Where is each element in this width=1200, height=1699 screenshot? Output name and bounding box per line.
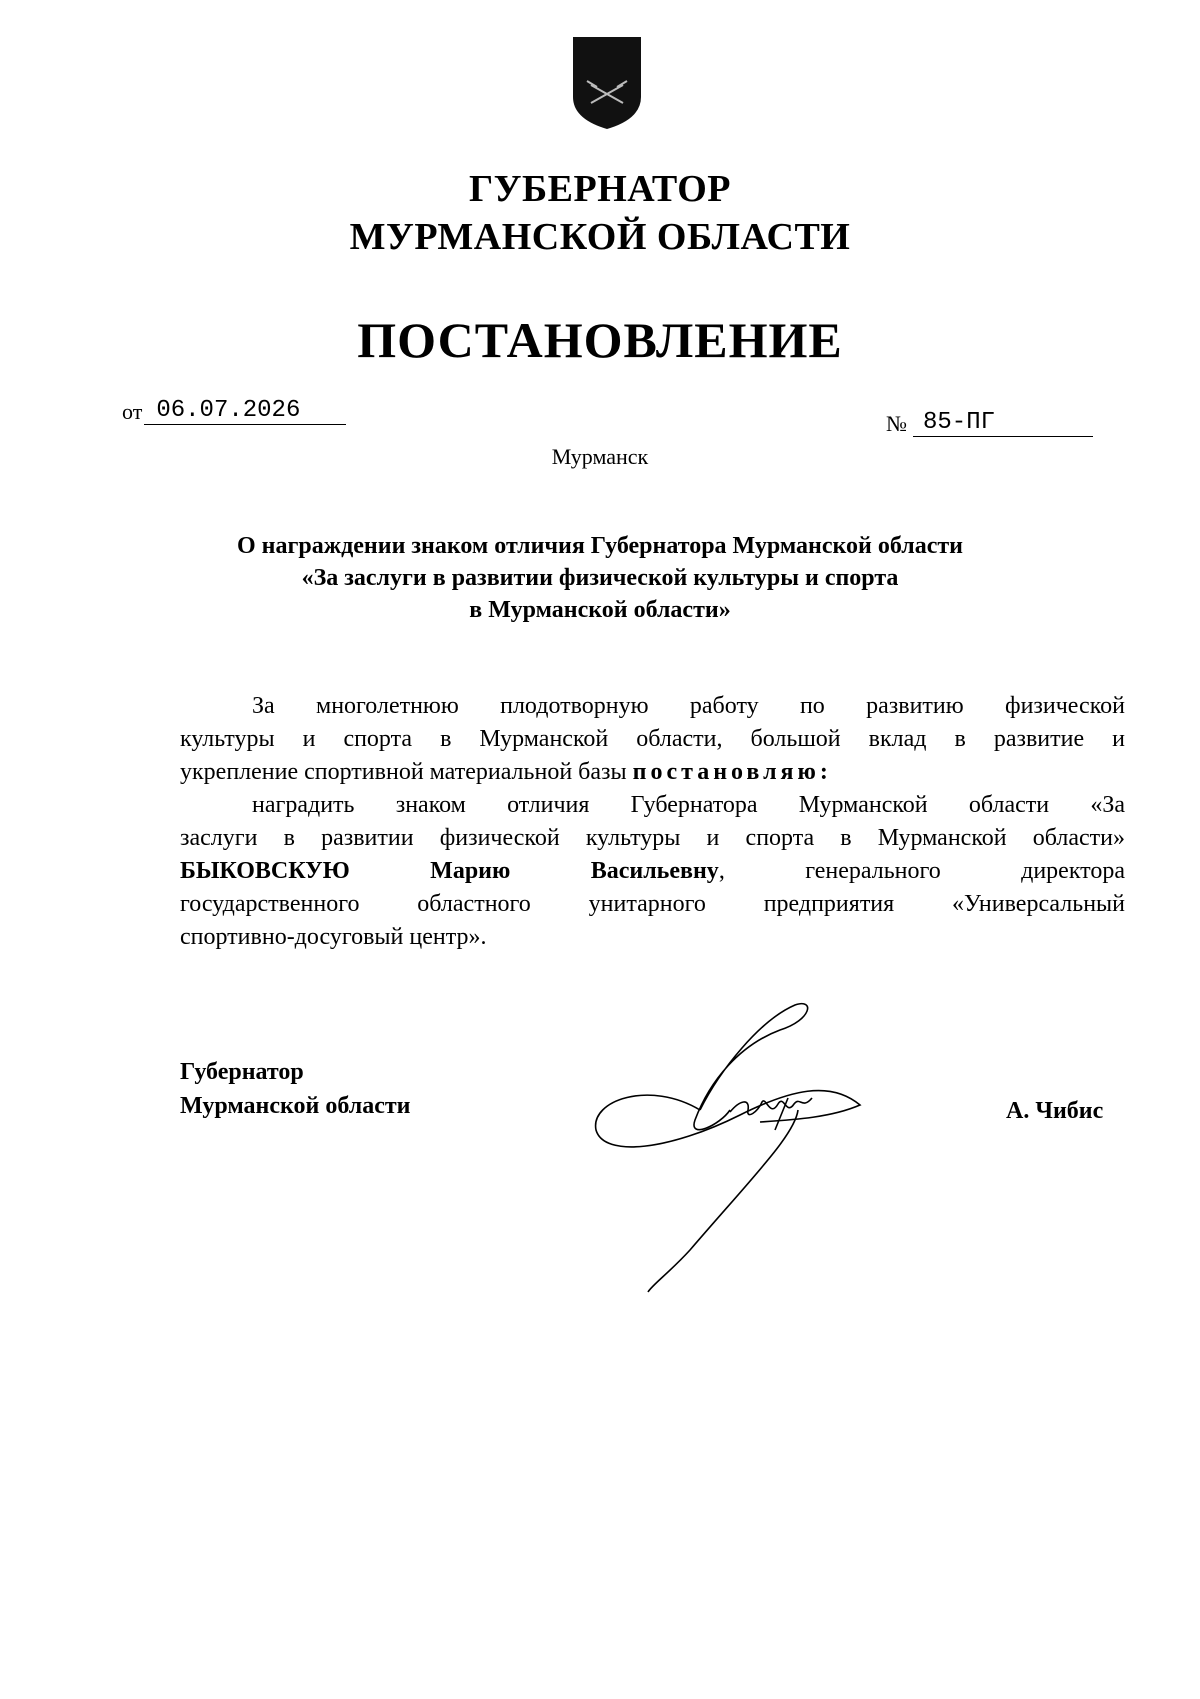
number-value: 85-ПГ [913,410,1093,437]
signatory-title-line-2: Мурманской области [180,1093,411,1119]
signatory-title [180,1055,410,1123]
body-line-5: заслуги в развитии физической культуры и спорта в Мурманской области» [180,825,1125,851]
authority-title [0,165,1200,261]
body-line-8: спортивно-досуговый центр». [180,924,487,950]
body-text [180,690,1125,954]
awardee-name: БЫКОВСКУЮ Марию Васильевну [180,858,719,884]
document-type: ПОСТАНОВЛЕНИЕ [357,312,843,368]
subject-line-2: «За заслуги в развитии физической культуры и спорта [301,565,899,591]
date-field [122,398,346,425]
signatory-title-line-1: Губернатор [180,1059,304,1085]
body-line-3 [180,756,1125,789]
awardee-position: , генерального директора [718,858,1125,884]
decree-verb: постановляю [632,759,820,785]
city: Мурманск [551,444,649,469]
decree-colon: : [819,759,828,785]
date-prefix: от [122,399,143,424]
authority-line-2: МУРМАНСКОЙ ОБЛАСТИ [349,216,851,258]
subject-line-3: в Мурманской области» [469,597,731,623]
authority-line-1: ГУБЕРНАТОР [468,168,732,210]
body-line-3-text: укрепление спортивной материальной базы [180,759,627,785]
subject-heading [180,530,1020,626]
handwritten-signature-icon [590,1000,890,1300]
body-line-7: государственного областного унитарного предприятия «Универсальный [180,891,1125,917]
subject-line-1: О награждении знаком отличия Губернатора Мурманской области [236,533,964,559]
signatory-name: А. Чибис [1006,1098,1104,1124]
date-value: 06.07.2026 [144,398,346,425]
body-line-4: наградить знаком отличия Губернатора Мурманской области «За [252,792,1125,818]
number-prefix: № [886,411,907,436]
number-field [886,410,1093,437]
body-line-2: культуры и спорта в Мурманской области, большой вклад в развитие и [180,726,1125,752]
body-line-6 [180,855,1125,888]
coat-of-arms-icon [571,35,643,131]
body-line-1: За многолетнюю плодотворную работу по развитию физической [252,693,1125,719]
